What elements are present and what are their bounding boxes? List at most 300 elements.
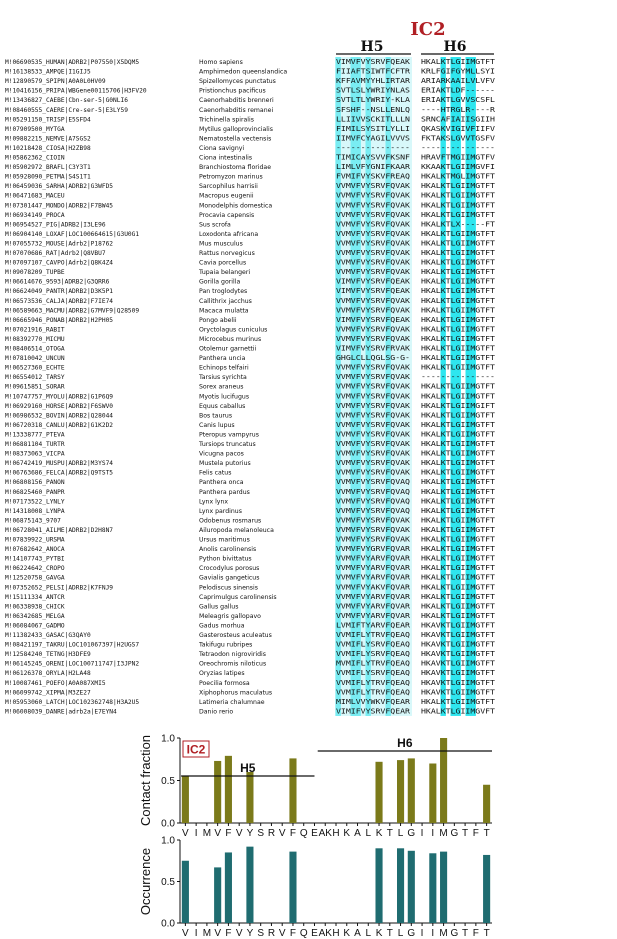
h6-sequence: QKASKVIGIVFIIFV — [421, 124, 495, 133]
bar — [246, 772, 253, 823]
bar — [408, 758, 415, 823]
alignment-row — [5, 612, 495, 620]
x-tick-label: T — [386, 928, 393, 939]
species-name: Rattus norvegicus — [199, 250, 255, 257]
x-tick-label: Q — [299, 928, 308, 939]
h6-sequence: HKAVKTLGIIMGTFT — [421, 688, 495, 697]
sequence-id: M!07682642_ANOCA — [5, 546, 65, 554]
sequence-id: M!07055732_MOUSE|Adrb2|P18762 — [5, 240, 114, 248]
species-name: Pan troglodytes — [199, 288, 248, 296]
h6-sequence: HKALKTLGIIMGTFT — [421, 191, 495, 200]
h6-sequence: HKALKTLGIIMGTFT — [421, 602, 495, 611]
sequence-id: M!12890579_SPIPN|A0A0L0HV09 — [5, 78, 106, 86]
x-tick-label: V — [235, 828, 243, 839]
species-name: Tursiops truncatus — [199, 441, 256, 448]
x-tick-label: G — [407, 928, 416, 939]
x-tick-label: Q — [299, 828, 308, 839]
species-name: Oreochromis niloticus — [199, 660, 267, 668]
bar — [375, 848, 382, 923]
alignment-row — [5, 211, 495, 219]
species-name: Macropus eugenii — [199, 192, 254, 200]
bar — [214, 867, 221, 923]
sequence-id: M!08421197_TAKRU|LOC101067397|H2UGS7 — [5, 641, 140, 649]
alignment-title: IC2 — [410, 19, 446, 40]
h5-sequence: VVMVFVYSRVFQVAK — [336, 229, 412, 238]
h6-sequence: HKALKTLGIIMGTFT — [421, 382, 495, 391]
sequence-id: M!05953060_LATCH|LOC102362748|H3A2U5 — [5, 698, 140, 706]
h5-sequence: VVMVFVYAKVFQVAR — [336, 583, 412, 592]
species-name: Vicugna pacos — [199, 450, 244, 458]
species-name: Odobenus rosmarus — [199, 517, 262, 525]
alignment-row — [5, 707, 495, 715]
species-name: Echinops telfairi — [199, 364, 249, 372]
sequence-id: M!06224642_CROPO — [5, 565, 65, 573]
h5-sequence: VVMVFVYSRVFQVAK — [336, 201, 412, 210]
h6-sequence: HKALKTLGIIMGTFT — [421, 554, 495, 563]
x-tick-label: T — [483, 928, 490, 939]
species-name: Sorex araneus — [199, 383, 244, 391]
h5-sequence: VVMVFVYSRVFQVAK — [336, 516, 412, 525]
sequence-id: M!05291150_TRISP|E5SFD4 — [5, 116, 91, 124]
sequence-id: M!10218428_CIOSA|H2ZB98 — [5, 144, 91, 152]
alignment-row — [5, 58, 495, 66]
x-tick-label: I — [431, 828, 435, 839]
sequence-id: M!09078209_TUPBE — [5, 269, 65, 277]
species-name: Pteropus vampyrus — [199, 431, 259, 439]
h6-sequence: HKALKTLGIIMGIFT — [421, 401, 495, 410]
species-name: Panthera onca — [199, 479, 244, 487]
alignment-row — [5, 507, 495, 515]
species-name: Myotis lucifugus — [199, 393, 250, 401]
alignment-row — [5, 182, 495, 190]
h6-sequence: HKALKTLGIIMGTFT — [421, 392, 495, 401]
bar — [397, 760, 404, 823]
x-tick-label: M — [439, 928, 448, 939]
h5-sequence: VVMVFVYSRVFQVAK — [336, 306, 412, 315]
alignment-row — [5, 335, 495, 343]
alignment-row — [5, 77, 495, 85]
h6-sequence: HKALKTLGIIMGTFT — [421, 354, 495, 363]
h6-sequence: HKALKTLGIIMGTFT — [421, 249, 495, 257]
x-tick-label: E — [311, 928, 318, 939]
h5-sequence: VVMVFVYSRVFQVAK — [336, 182, 412, 191]
h5-sequence: VIMVFVYSRVFQEAK — [336, 58, 412, 66]
alignment-row — [5, 660, 495, 668]
h6-sequence: HKALKTLGIIMGTFT — [421, 468, 495, 477]
alignment-row — [5, 173, 495, 181]
h5-sequence: VVMIFLYTRVFQEAQ — [336, 631, 410, 639]
alignment-row — [5, 688, 495, 696]
sequence-id: M!05902972_BRAFL|C3Y3T1 — [5, 164, 91, 172]
sequence-id: M!15111334_ANTCR — [5, 593, 65, 601]
species-name: Pelodiscus sinensis — [199, 584, 258, 592]
alignment-row — [5, 402, 495, 410]
x-tick-label: A — [354, 928, 361, 939]
sequence-id: M!08460555_CAERE|Cre-ser-5|E3LY59 — [5, 106, 128, 114]
y-tick-label: 0.0 — [161, 818, 175, 830]
sequence-id: M!06934149_PROCA — [5, 211, 65, 219]
x-tick-label: F — [225, 828, 232, 839]
sequence-id: M!13436827_CAEBE|Cbn-ser-5|G0NLI6 — [5, 97, 128, 105]
alignment-row — [5, 564, 495, 572]
h5-sequence: VVMVFVYSRVFQVAK — [336, 535, 412, 544]
h5-sequence: VVMVFVYSRVFQVAK — [336, 430, 412, 439]
alignment-row — [5, 325, 495, 333]
species-name: Takifugu rubripes — [199, 641, 253, 649]
x-tick-label: I — [194, 828, 198, 839]
alignment-row — [5, 602, 495, 610]
x-tick-label: T — [386, 828, 393, 839]
bar — [429, 764, 436, 824]
h6-sequence: HKAVKTLGIIMGTFT — [421, 621, 495, 630]
x-tick-label: Y — [246, 928, 254, 939]
h6-sequence: HKAVKTLGIIMGTFT — [421, 640, 495, 649]
bar — [225, 852, 232, 923]
sequence-id: M!06624049_PANTR|ADRB2|D3K5P1 — [5, 288, 114, 296]
h5-sequence: VVMVFVYSRVFQVAK — [336, 334, 412, 343]
h6-sequence: HKALKTLGIIMGTFT — [421, 697, 495, 706]
h6-sequence: HKALKTLGIIMGTFT — [421, 306, 495, 315]
species-name: Lynx lynx — [199, 498, 229, 506]
sequence-id: M!06471683_MACEU — [5, 192, 65, 200]
alignment-row — [5, 96, 495, 104]
h6-sequence: KRLFGIFGYMLLSYI — [421, 67, 495, 76]
x-tick-label: M — [202, 828, 212, 839]
h5-sequence: VVMVFVYARVFQVAR — [336, 592, 412, 601]
bar — [182, 776, 189, 823]
sequence-id: M!06954527_PIG|ADRB2|I3LE96 — [5, 221, 106, 229]
h5-sequence: VVMVFVYARVFQVAR — [336, 564, 412, 573]
h5-sequence: VVMVFVYSRVFQVAK — [336, 325, 412, 334]
species-name: Pongo abelii — [199, 316, 237, 324]
h6-sequence: HKALKTLGIIMGTFT — [421, 268, 495, 277]
h6-sequence: ERIAKTLDF------ — [421, 86, 495, 95]
occurrence-chart — [138, 836, 492, 939]
x-tick-label: F — [289, 828, 297, 839]
h6-sequence: --------------- — [421, 143, 495, 152]
bar — [375, 762, 382, 823]
y-axis-label: Occurrence — [138, 847, 153, 916]
alignment-row — [5, 134, 495, 142]
ic2-badge-label: IC2 — [186, 742, 206, 757]
h6-sequence: HKALKTLGIIMGTFT — [421, 277, 495, 286]
alignment-row — [5, 230, 495, 238]
h5-sequence: VVMIFLYSRVFQEAQ — [336, 669, 410, 678]
alignment-row — [5, 249, 495, 257]
sequence-id: M!06808156_PANON — [5, 479, 65, 487]
x-tick-label: K — [375, 928, 383, 939]
species-name: Macaca mulatta — [199, 307, 249, 315]
bar — [289, 758, 296, 823]
h6-sequence: HKALKTLGIIMGTFT — [421, 229, 495, 238]
h5-sequence: FVMIFVYSKVFREAQ — [336, 172, 410, 181]
h5-span-label: H5 — [240, 761, 256, 775]
alignment-row — [5, 440, 495, 448]
x-tick-label: Y — [246, 828, 254, 839]
species-name: Meleagris gallopavo — [199, 612, 261, 620]
h6-sequence: HKALKTLGIIMGTFT — [421, 287, 495, 296]
h5-sequence: VVMVFVYSRVFQVAK — [336, 220, 412, 229]
h5-sequence: VVMVFVYSRVFQVAK — [336, 191, 412, 200]
h6-sequence: HKALKTLGIIMGTFT — [421, 258, 495, 267]
y-tick-label: 0.5 — [161, 776, 175, 787]
sequence-id: M!10747757_MYOLU|ADRB2|G1P6Q9 — [5, 393, 114, 401]
species-name: Mustela putorius — [199, 460, 251, 468]
sequence-id: M!07021916_RABIT — [5, 326, 65, 334]
species-name: Tetraodon nigroviridis — [199, 651, 266, 659]
h5-sequence: KFFAVMYYHLIRTAR — [336, 77, 412, 86]
x-tick-label: F — [289, 928, 297, 939]
h5-sequence: SFSHF--NSLLENLQ — [336, 105, 410, 114]
h5-sequence: VVMIFLYTRVFQEAQ — [336, 688, 410, 697]
species-name: Procavia capensis — [199, 211, 255, 219]
h6-sequence: HKALKTLGIIMGTFT — [421, 497, 495, 506]
h6-sequence: HKALKTLGIIMGTFT — [421, 525, 495, 534]
h5-sequence: VVMVFVYARVFQVAR — [336, 573, 412, 582]
alignment-row — [5, 679, 495, 687]
alignment-row — [5, 115, 495, 123]
alignment-row — [5, 698, 495, 706]
h6-sequence: HKALKTLGIIMGTFT — [421, 583, 495, 592]
alignment-row — [5, 430, 495, 438]
species-name: Gadus morhua — [199, 622, 245, 630]
h5-sequence: VVMVFVYSRVFQVAK — [336, 296, 412, 305]
sequence-id: M!06459036_SARHA|ADRB2|G3WFD5 — [5, 183, 114, 191]
species-name: Danio rerio — [199, 708, 234, 716]
species-name: Lynx pardinus — [199, 507, 242, 515]
alignment-row — [5, 669, 495, 677]
x-tick-label: I — [431, 928, 435, 939]
sequence-id: M!06554012_TARSY — [5, 374, 65, 382]
h5-label: H5 — [360, 39, 384, 55]
h5-sequence: SVTLSLYWRIYNLAS — [336, 86, 410, 95]
h6-sequence: HKALKTLGIIMGTFT — [421, 487, 495, 496]
alignment-row — [5, 411, 495, 419]
x-tick-label: I — [420, 928, 424, 939]
x-tick-label: AK — [318, 828, 332, 839]
sequence-id: M!10087461_POEFO|A0A087XMI5 — [5, 679, 106, 687]
species-name: Petromyzon marinus — [199, 173, 263, 181]
h6-sequence: HKALKTLGIIMGTFT — [421, 564, 495, 573]
h5-sequence: VVMVFVYSRVFQVAK — [336, 468, 412, 477]
h6-sequence: HKALKTLX-----FT — [421, 220, 495, 229]
h6-sequence: HKALKTLGIIMGTFT — [421, 611, 495, 620]
species-name: Equus caballus — [199, 402, 246, 410]
species-name: Gasterosteus aculeatus — [199, 632, 272, 639]
h6-sequence: HKAVKTLGIIMGTFT — [421, 678, 495, 687]
alignment-row — [5, 201, 495, 209]
h5-sequence: TIMICAYSVVFKSNF — [336, 153, 410, 162]
x-tick-label: V — [182, 928, 189, 939]
sequence-id: M!07070686_RAT|Adrb2|Q8VBU7 — [5, 250, 106, 257]
h6-sequence: HKALKTLGIIMGTFT — [421, 201, 495, 210]
h5-sequence: SVTLTLYWRIY-KLA — [336, 96, 410, 105]
h6-sequence: HKALKTMGLIMGTFT — [421, 172, 495, 181]
species-name: Ciona savignyi — [199, 144, 245, 152]
alignment-row — [5, 545, 495, 553]
alignment-row — [5, 297, 495, 305]
sequence-id: M!08406514_OTOGA — [5, 345, 65, 353]
x-tick-label: V — [278, 828, 286, 839]
sequence-id: M!06825460_PANPR — [5, 488, 65, 496]
alignment-row — [5, 583, 495, 591]
x-tick-label: S — [257, 828, 265, 839]
sequence-id: M!05862362_CIOIN — [5, 154, 65, 162]
x-tick-label: G — [450, 828, 459, 839]
sequence-id: M!16138533_AMPQE|I1GIJ5 — [5, 68, 91, 76]
h5-sequence: LIMLVFYGNIFKAAR — [336, 163, 412, 172]
sequence-id: M!06728041_AILME|ADRB2|D2H8N7 — [5, 526, 114, 534]
sequence-id: M!06084067_GADMO — [5, 622, 65, 630]
h5-sequence: VVMIFLYSRVFQEAQ — [336, 640, 410, 649]
x-tick-label: I — [194, 928, 198, 939]
y-axis-label: Contact fraction — [138, 734, 153, 827]
alignment-row — [5, 536, 495, 544]
species-name: Caprimulgus carolinensis — [199, 593, 277, 601]
sequence-id: M!06986532_BOVIN|ADRB2|Q28044 — [5, 412, 114, 420]
alignment-row — [5, 144, 495, 152]
species-name: Latimeria chalumnae — [199, 698, 265, 706]
species-name: Sus scrofa — [199, 221, 231, 229]
h6-sequence: SRNCAFIAIISGIIH — [421, 115, 495, 124]
sequence-id: M!08373063_VICPA — [5, 450, 65, 458]
alignment-row — [5, 373, 495, 381]
h6-sequence: HKALKTLGIIMGTFT — [421, 210, 495, 219]
species-name: Amphimedon queenslandica — [199, 68, 288, 76]
x-tick-label: H — [332, 928, 340, 939]
alignment-row — [5, 306, 495, 314]
x-tick-label: H — [332, 828, 340, 839]
h5-sequence: VVMVFVYSRVFQVAK — [336, 411, 412, 420]
species-name: Tupaia belangeri — [199, 269, 251, 277]
contact-fraction-chart — [138, 734, 492, 840]
h6-sequence: HKALKTLGIIMGTFT — [421, 411, 495, 420]
species-name: Xiphophorus maculatus — [199, 689, 273, 697]
species-name: Otolemur garnettii — [199, 345, 257, 353]
x-tick-label: F — [472, 928, 479, 939]
species-name: Oryzias latipes — [199, 670, 245, 678]
h5-sequence: VVMVFVYSRVFQVAQ — [336, 497, 410, 506]
x-tick-label: S — [257, 928, 265, 939]
species-name: Gallus gallus — [199, 603, 239, 611]
sequence-id: M!06665946_PONAB|ADRB2|H2PH05 — [5, 316, 114, 324]
species-name: Python bivittatus — [199, 555, 252, 563]
h6-sequence: --------------- — [421, 373, 495, 382]
h6-sequence: HKALKTLGIIMGTFT — [421, 440, 495, 448]
h5-sequence: VVMVFVYSRVFQVAK — [336, 268, 412, 277]
sequence-id: M!06338938_CHICK — [5, 603, 65, 611]
h5-sequence: VVMVFVYSRVFQVAQ — [336, 487, 410, 496]
bar — [246, 847, 253, 923]
h6-sequence: HKALKTLGIIMGTFT — [421, 315, 495, 324]
x-tick-label: L — [365, 828, 372, 839]
x-tick-label: F — [225, 928, 232, 939]
sequence-id: M!09615851_SORAR — [5, 383, 65, 391]
h6-sequence: HKALKTLGIIMGTFT — [421, 325, 495, 334]
species-name: Spizellomyces punctatus — [199, 78, 276, 86]
species-name: Panthera pardus — [199, 488, 250, 496]
sequence-id: M!06008039_DANRE|adrb2a|E7EYN4 — [5, 708, 117, 716]
h5-sequence: VVMVFVYSRVFQVAK — [336, 249, 412, 257]
alignment-row — [5, 345, 495, 353]
alignment-row — [5, 392, 495, 400]
h6-sequence: HKALKTLGIIMGTFT — [421, 545, 495, 554]
sequence-id: M!11382433_GASAC|G3QAY0 — [5, 632, 91, 639]
h5-sequence: VVMVFVYARVFQVAR — [336, 611, 412, 620]
bar — [182, 861, 189, 923]
h6-sequence: HKALKTLGIIMGVFT — [421, 707, 495, 716]
h6-sequence: HKALKTLGIIMGTFT — [421, 182, 495, 191]
x-tick-label: V — [182, 828, 189, 839]
h5-sequence: VVMVFVYSRVFQVAQ — [336, 506, 410, 515]
alignment-row — [5, 631, 495, 639]
h6-sequence: ERIAKTLGVVSCSFL — [421, 96, 495, 105]
species-name: Crocodylus porosus — [199, 565, 260, 573]
species-name: Cavia porcellus — [199, 259, 247, 267]
alignment-row — [5, 574, 495, 582]
h5-sequence: VVMVFVYSRVFQVAK — [336, 239, 412, 248]
sequence-id: M!06904140_LOXAF|LOC100664615|G3U0G1 — [5, 230, 140, 238]
bar — [225, 756, 232, 823]
h5-sequence: GHGLCLLQGLSG-G- — [336, 354, 410, 363]
alignment-row — [5, 278, 495, 286]
h5-sequence: VVMVFVYSRVFQVAK — [336, 258, 412, 267]
x-tick-label: V — [235, 928, 243, 939]
h5-sequence: VVMVFVYSRVFQVAK — [336, 401, 412, 410]
sequence-id: M!12520758_GAVGA — [5, 574, 65, 582]
h6-sequence: HKALKTLGIIMGTFT — [421, 573, 495, 582]
sequence-id: M!14318008_LYNPA — [5, 507, 65, 515]
h6-sequence: HKALKTLGIIMGTFT — [421, 430, 495, 439]
alignment-row — [5, 364, 495, 372]
h5-sequence: VVMVFVYSRVFQVAQ — [336, 478, 410, 487]
h5-sequence: VIMVFVYSRVFQEAK — [336, 315, 412, 324]
h5-sequence: VVMVFVYSRVFQVAK — [336, 420, 412, 429]
species-name: Gorilla gorilla — [199, 278, 241, 286]
h6-sequence: HKALKTLGIIMGTFT — [421, 239, 495, 248]
h5-sequence: VVMVFVYSRVFQVAK — [336, 363, 412, 372]
h6-sequence: HKAVKTLGIIMGTFT — [421, 631, 495, 639]
h5-sequence: LVMIFTYARVFQEAR — [336, 621, 412, 630]
alignment-row — [5, 526, 495, 534]
sequence-id: M!06881104_TURTR — [5, 441, 65, 448]
alignment-row — [5, 421, 495, 429]
species-name: Ailuropoda melanoleuca — [199, 526, 274, 534]
h6-sequence: KKAAKTLGIIMGVFI — [421, 163, 495, 172]
alignment-row — [5, 641, 495, 649]
sequence-id: M!13338777_PTEVA — [5, 431, 65, 439]
h5-sequence: VVMVFVYSRVFQVAK — [336, 210, 412, 219]
h6-sequence: HKALKTLGIIMGTFT — [421, 363, 495, 372]
sequence-id: M!07301447_MONDO|ADRB2|F7BW45 — [5, 202, 114, 210]
species-name: Loxodonta africana — [199, 230, 259, 238]
sequence-id: M!06145245_ORENI|LOC100711747|I3JPN2 — [5, 660, 140, 668]
species-name: Ciona intestinalis — [199, 154, 253, 162]
alignment-row — [5, 316, 495, 324]
sequence-id: M!07810042_UNCUN — [5, 355, 65, 363]
species-name: Canis lupus — [199, 421, 235, 429]
bar — [483, 785, 490, 823]
x-tick-label: V — [214, 828, 221, 839]
sequence-id: M!07097107_CAVPO|Adrb2|Q8K4Z4 — [5, 259, 114, 267]
sequence-id: M!06527360_ECHTE — [5, 364, 65, 372]
alignment-row — [5, 469, 495, 477]
alignment-row — [5, 383, 495, 391]
h6-sequence: HKALKTLGIIMGTFT — [421, 478, 495, 487]
y-tick-label: 1.0 — [161, 733, 175, 745]
alignment-row — [5, 621, 495, 629]
x-tick-label: T — [462, 928, 469, 939]
